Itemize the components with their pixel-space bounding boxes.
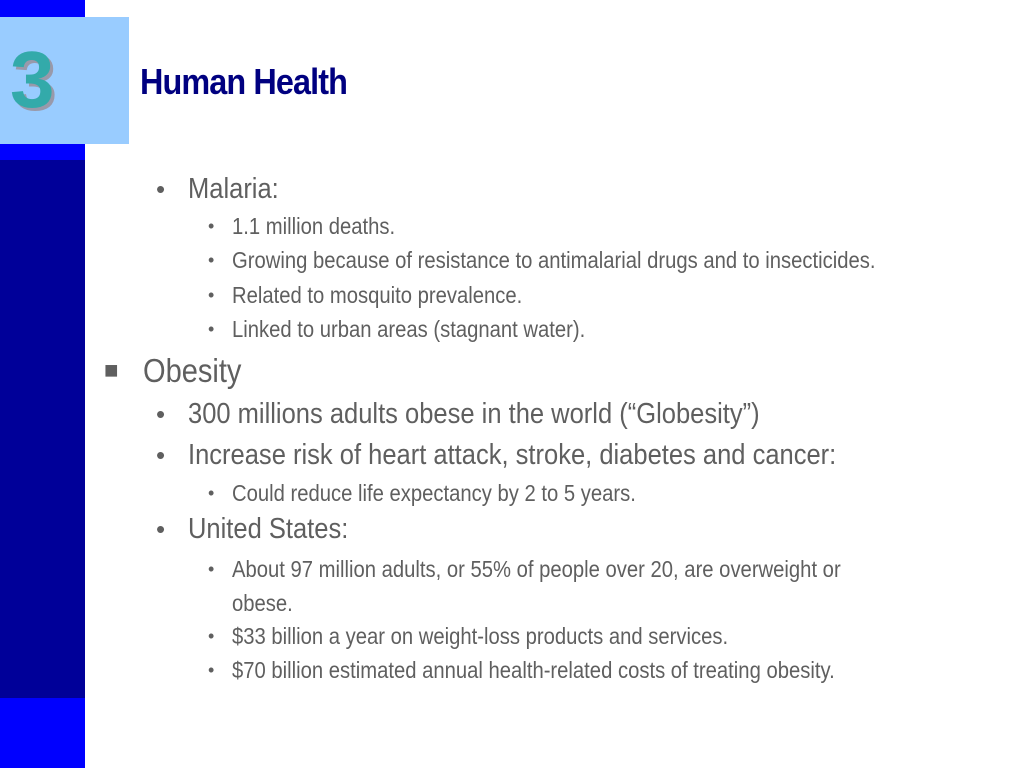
bullet-square: ■	[104, 357, 119, 384]
list-item: Could reduce life expectancy by 2 to 5 years.	[232, 480, 636, 506]
list-item: 1.1 million deaths.	[232, 213, 396, 239]
list-item: Growing because of resistance to antimalarial drugs and to insecticides.	[232, 247, 876, 273]
slide-number: 3	[10, 35, 55, 124]
bullet-dot: •	[156, 399, 166, 429]
bullet-dot: •	[208, 626, 215, 646]
bullet-dot: •	[208, 285, 215, 305]
list-item: Increase risk of heart attack, stroke, diabetes and cancer:	[188, 439, 837, 471]
bullet-dot: •	[156, 514, 166, 544]
bullet-dot: •	[156, 440, 166, 470]
bullet-dot: •	[208, 660, 215, 680]
list-item: About 97 million adults, or 55% of people over 20, are overweight or	[232, 556, 841, 582]
us-heading: United States:	[188, 513, 349, 545]
list-item: $70 billion estimated annual health-related costs of treating obesity.	[232, 657, 835, 683]
list-item: Linked to urban areas (stagnant water).	[232, 316, 586, 342]
slide-title: Human Health	[140, 61, 348, 102]
list-item-continuation: obese.	[232, 590, 293, 616]
bullet-dot: •	[156, 174, 166, 204]
bullet-dot: •	[208, 319, 215, 339]
bullet-dot: •	[208, 559, 215, 579]
obesity-heading: Obesity	[143, 352, 242, 389]
list-item: 300 millions adults obese in the world (“Globesity”)	[188, 398, 760, 430]
list-item: Related to mosquito prevalence.	[232, 282, 523, 308]
bullet-dot: •	[208, 216, 215, 236]
list-item: $33 billion a year on weight-loss products and services.	[232, 623, 729, 649]
bullet-dot: •	[208, 483, 215, 503]
bullet-dot: •	[208, 250, 215, 270]
malaria-heading: Malaria:	[188, 173, 279, 205]
